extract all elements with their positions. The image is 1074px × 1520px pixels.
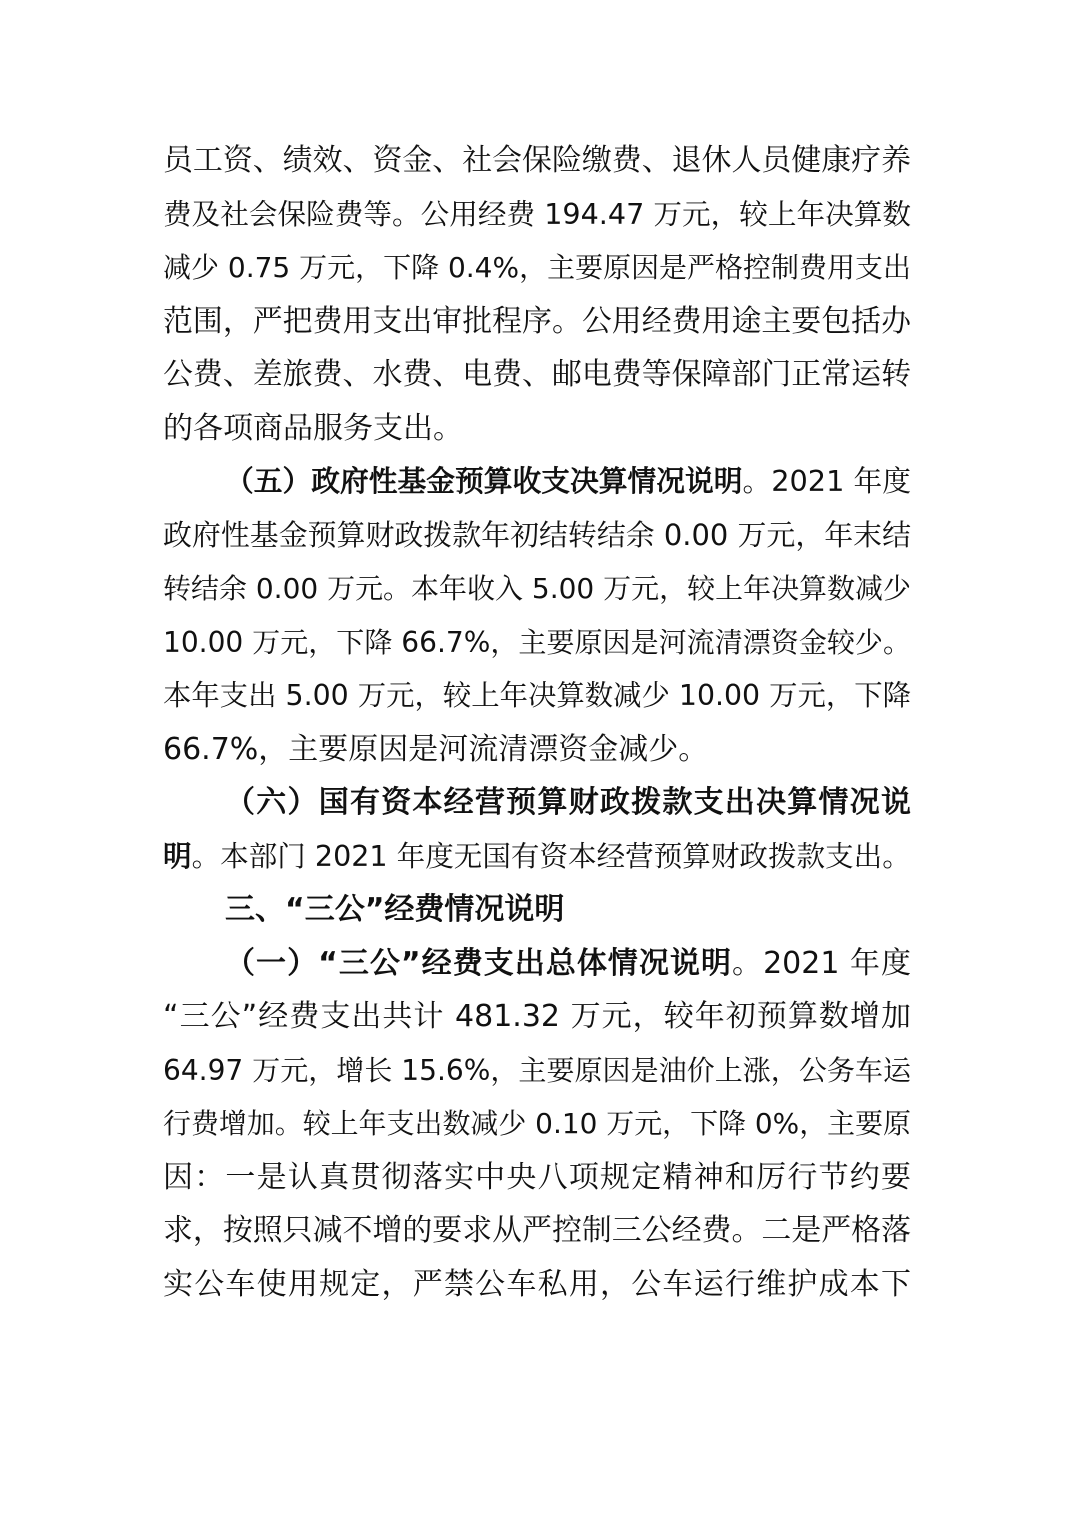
section-heading-5: （五）政府性基金预算收支决算情况说明 <box>225 464 743 498</box>
text-line <box>163 1044 911 1098</box>
text-segment: 的各项商品服务支出。 <box>163 410 463 446</box>
chapter-heading-3: 三、“三公”经费情况说明 <box>225 892 565 927</box>
text-line <box>163 509 911 563</box>
body-text <box>163 134 911 1311</box>
chapter-heading-line <box>163 883 911 937</box>
text-line <box>163 616 911 670</box>
text-segment: 减少 0.75 万元，下降 0.4%，主要原因是严格控制费用支出 <box>163 251 911 284</box>
text-segment: 。2021 年度 <box>742 464 911 498</box>
text-segment: 。2021 年度 <box>732 945 911 981</box>
section-heading-6-end: 明 <box>163 838 192 873</box>
section-heading-line <box>163 455 911 509</box>
text-line <box>163 830 911 884</box>
text-segment: 66.7%，主要原因是河流清漂资金减少。 <box>163 731 709 767</box>
text-segment: 转结余 0.00 万元。本年收入 5.00 万元，较上年决算数减少 <box>163 572 911 605</box>
text-line <box>163 1151 911 1205</box>
text-line <box>163 723 911 777</box>
text-line <box>163 1204 911 1258</box>
text-line <box>163 295 911 349</box>
text-segment: 因：一是认真贯彻落实中央八项规定精神和厉行节约要 <box>163 1159 911 1195</box>
text-segment: 行费增加。较上年支出数减少 0.10 万元，下降 0%，主要原 <box>163 1107 911 1140</box>
text-segment: 。本部门 2021 年度无国有资本经营预算财政拨款支出。 <box>191 838 911 873</box>
text-line <box>163 188 911 242</box>
text-segment: 员工资、绩效、资金、社会保险缴费、退休人员健康疗养 <box>163 143 911 178</box>
section-heading-6: （六）国有资本经营预算财政拨款支出决算情况说 <box>225 785 911 820</box>
text-segment: 本年支出 5.00 万元，较上年决算数减少 10.00 万元，下降 <box>163 679 911 712</box>
section-heading-1: （一）“三公”经费支出总体情况说明 <box>225 945 733 981</box>
text-line <box>163 1258 911 1312</box>
text-segment: 10.00 万元，下降 66.7%，主要原因是河流清漂资金较少。 <box>163 625 911 659</box>
text-line <box>163 562 911 616</box>
text-line <box>163 348 911 402</box>
text-segment: “三公”经费支出共计 481.32 万元，较年初预算数增加 <box>163 999 911 1034</box>
text-line <box>163 134 911 188</box>
text-line <box>163 1097 911 1151</box>
section-heading-line <box>163 776 911 830</box>
text-line <box>163 990 911 1044</box>
text-segment: 64.97 万元，增长 15.6%，主要原因是油价上涨，公务车运 <box>163 1053 911 1087</box>
text-line <box>163 669 911 723</box>
text-line <box>163 241 911 295</box>
text-segment: 政府性基金预算财政拨款年初结转结余 0.00 万元，年末结 <box>163 517 911 552</box>
text-segment: 公费、差旅费、水费、电费、邮电费等保障部门正常运转 <box>163 357 911 392</box>
text-line <box>163 402 911 456</box>
text-segment: 范围，严把费用支出审批程序。公用经费用途主要包括办 <box>163 303 911 339</box>
text-segment: 实公车使用规定，严禁公车私用，公车运行维护成本下 <box>163 1266 911 1302</box>
text-segment: 求，按照只减不增的要求从严控制三公经费。二是严格落 <box>163 1213 911 1248</box>
text-segment: 费及社会保险费等。公用经费 194.47 万元，较上年决算数 <box>163 196 911 231</box>
section-heading-line <box>163 937 911 991</box>
